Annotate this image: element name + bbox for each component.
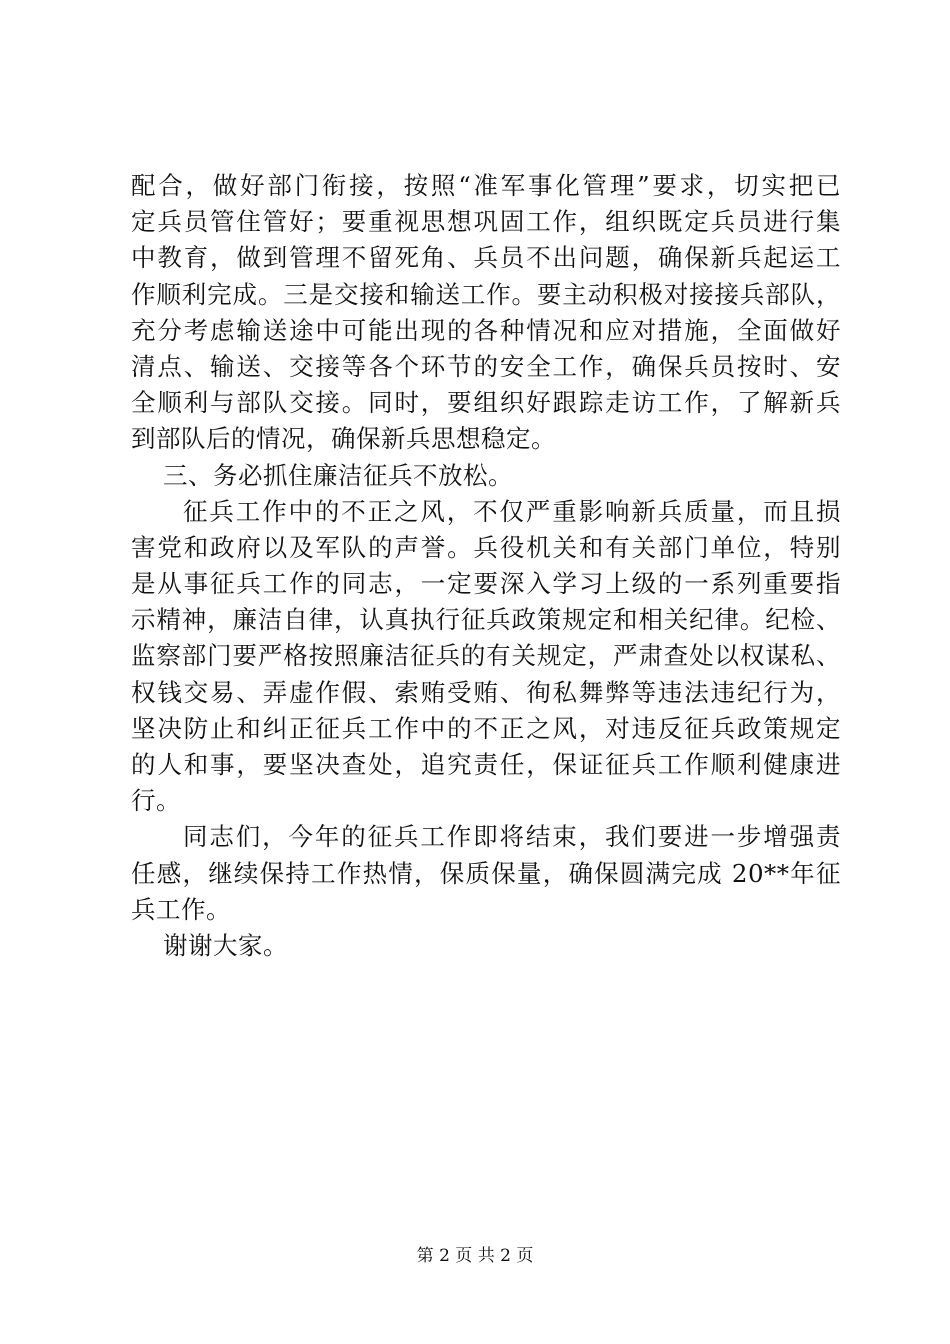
- text-line: 全顺利与部队交接。同时，要组织好跟踪走访工作，了解新兵: [131, 388, 841, 418]
- text-line: 害党和政府以及军队的声誉。兵役机关和有关部门单位，特别: [131, 532, 841, 562]
- text-line: 中教育，做到管理不留死角、兵员不出问题，确保新兵起运工: [131, 243, 841, 273]
- text-line: 的人和事，要坚决查处，追究责任，保证征兵工作顺利健康进: [131, 750, 841, 779]
- text-line: 坚决防止和纠正征兵工作中的不正之风，对违反征兵政策规定: [131, 713, 841, 743]
- text-line: 到部队后的情况，确保新兵思想稳定。: [131, 424, 556, 454]
- text-line: 作顺利完成。三是交接和输送工作。要主动积极对接接兵部队，: [131, 279, 841, 309]
- text-line: 任感，继续保持工作热情，保质保量，确保圆满完成 20**年征: [131, 858, 841, 888]
- text-line: 兵工作。: [131, 894, 231, 924]
- text-line: 充分考虑输送途中可能出现的各种情况和应对措施，全面做好: [131, 315, 841, 345]
- document-body: [131, 168, 841, 964]
- text-line: 行。: [131, 786, 181, 816]
- text-line: 定兵员管住管好；要重视思想巩固工作，组织既定兵员进行集: [131, 207, 841, 237]
- text-line: 是从事征兵工作的同志，一定要深入学习上级的一系列重要指: [131, 569, 841, 599]
- text-line: 示精神，廉洁自律，认真执行征兵政策规定和相关纪律。纪检、: [131, 605, 841, 635]
- text-line: 征兵工作中的不正之风，不仅严重影响新兵质量，而且损: [183, 496, 841, 526]
- text-line: 清点、输送、交接等各个环节的安全工作，确保兵员按时、安: [131, 351, 841, 381]
- text-line: 监察部门要严格按照廉洁征兵的有关规定，严肃查处以权谋私、: [131, 641, 841, 671]
- text-line: 权钱交易、弄虚作假、索贿受贿、徇私舞弊等违法违纪行为，: [131, 677, 841, 707]
- text-line: 同志们，今年的征兵工作即将结束，我们要进一步增强责: [183, 822, 841, 852]
- text-line: 谢谢大家。: [163, 930, 288, 960]
- page-footer: 第 2 页 共 2 页: [416, 1246, 534, 1266]
- text-line: 配合，做好部门衔接，按照“准军事化管理”要求，切实把已: [131, 171, 841, 200]
- text-line: 三、务必抓住廉洁征兵不放松。: [163, 460, 513, 490]
